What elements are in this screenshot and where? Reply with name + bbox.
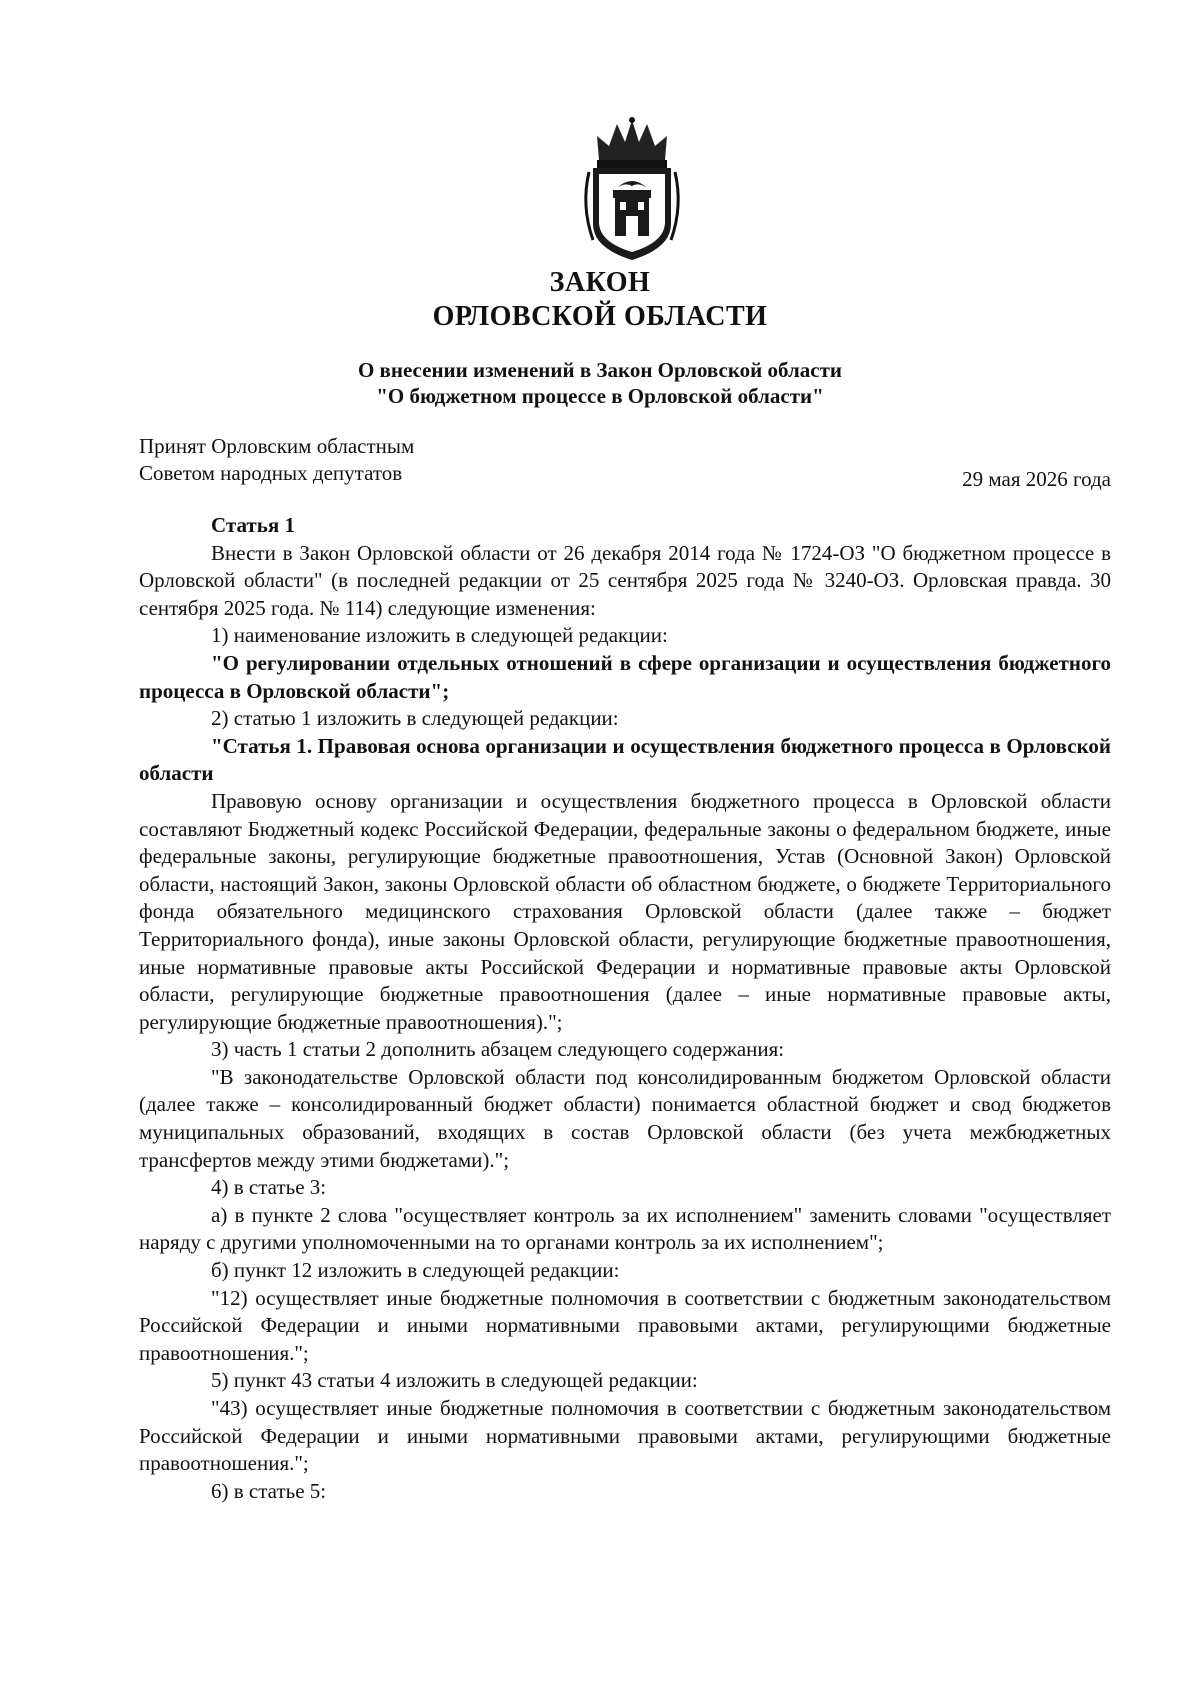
document-subtitle-law-name: "О бюджетном процессе в Орловской области" bbox=[376, 384, 824, 408]
adoption-body-line1: Принят Орловским областным bbox=[139, 434, 415, 458]
article-heading: Статья 1 bbox=[211, 513, 295, 537]
paragraph: 1) наименование изложить в следующей редакции: bbox=[211, 623, 668, 648]
paragraph-bold: "О регулировании отдельных отношений в сфере организации и осуществления бюджетного процесса в Орловской области"; bbox=[139, 650, 1111, 703]
adoption-body-line2: Советом народных депутатов bbox=[139, 461, 403, 485]
paragraph: "В законодательстве Орловской области под консолидированным бюджетом Орловской области (далее также – консолидированный бюджет области) понимается областной бюджет и свод бюджетов муниципальных образований, входящих в состав Орловской области (без учета межбюджетных трансфертов между этими бюджетами)."; bbox=[139, 1064, 1111, 1172]
paragraph: б) пункт 12 изложить в следующей редакции: bbox=[211, 1258, 620, 1283]
orel-coat-of-arms-icon bbox=[577, 116, 687, 264]
paragraph: 3) часть 1 статьи 2 дополнить абзацем следующего содержания: bbox=[211, 1037, 785, 1062]
paragraph: Внести в Закон Орловской области от 26 декабря 2014 года № 1724-ОЗ "О бюджетном процессе в Орловской области" (в последней редакции от 25 сентября 2025 года № 3240-ОЗ. Орловская правда. 30 сентября 2025 года. № 114) следующие изменения: bbox=[139, 540, 1111, 620]
paragraph: 2) статью 1 изложить в следующей редакции: bbox=[211, 706, 619, 731]
document-body bbox=[139, 512, 1111, 1505]
paragraph: Правовую основу организации и осуществления бюджетного процесса в Орловской области составляют Бюджетный кодекс Российской Федерации, федеральные законы о федеральном бюджете, иные федеральные законы, регулирующие бюджетные правоотношения, Устав (Основной Закон) Орловской области, настоящий Закон, законы Орловской области об областном бюджете, о бюджете Территориального фонда обязательного медицинского страхования Орловской области (далее также – бюджет Территориального фонда), иные законы Орловской области, регулирующие бюджетные правоотношения, иные нормативные правовые акты Российской Федерации и нормативные правовые акты Орловской области, регулирующие бюджетные правоотношения (далее – иные нормативные правовые акты, регулирующие бюджетные правоотношения)."; bbox=[139, 788, 1111, 1034]
document-subtitle: О внесении изменений в Закон Орловской области bbox=[357, 358, 843, 382]
document-title: ЗАКОН bbox=[549, 267, 651, 298]
paragraph: 5) пункт 43 статьи 4 изложить в следующей редакции: bbox=[211, 1368, 698, 1393]
paragraph: "43) осуществляет иные бюджетные полномочия в соответствии с бюджетным законодательством Российской Федерации и иными нормативными правовыми актами, регулирующими бюджетные правоотношения."; bbox=[139, 1396, 1111, 1476]
paragraph-bold: "Статья 1. Правовая основа организации и осуществления бюджетного процесса в Орловской области bbox=[139, 733, 1111, 786]
document-title-region: ОРЛОВСКОЙ ОБЛАСТИ bbox=[432, 301, 768, 332]
adoption-date: 29 мая 2026 года bbox=[962, 467, 1111, 491]
paragraph: "12) осуществляет иные бюджетные полномочия в соответствии с бюджетным законодательством Российской Федерации и иными нормативными правовыми актами, регулирующими бюджетные правоотношения."; bbox=[139, 1285, 1111, 1365]
paragraph: а) в пункте 2 слова "осуществляет контроль за их исполнением" заменить словами "осуществляет наряду с другими уполномоченными на то органами контроль за их исполнением"; bbox=[139, 1202, 1111, 1255]
paragraph: 6) в статье 5: bbox=[211, 1478, 327, 1503]
paragraph: 4) в статье 3: bbox=[211, 1175, 327, 1200]
